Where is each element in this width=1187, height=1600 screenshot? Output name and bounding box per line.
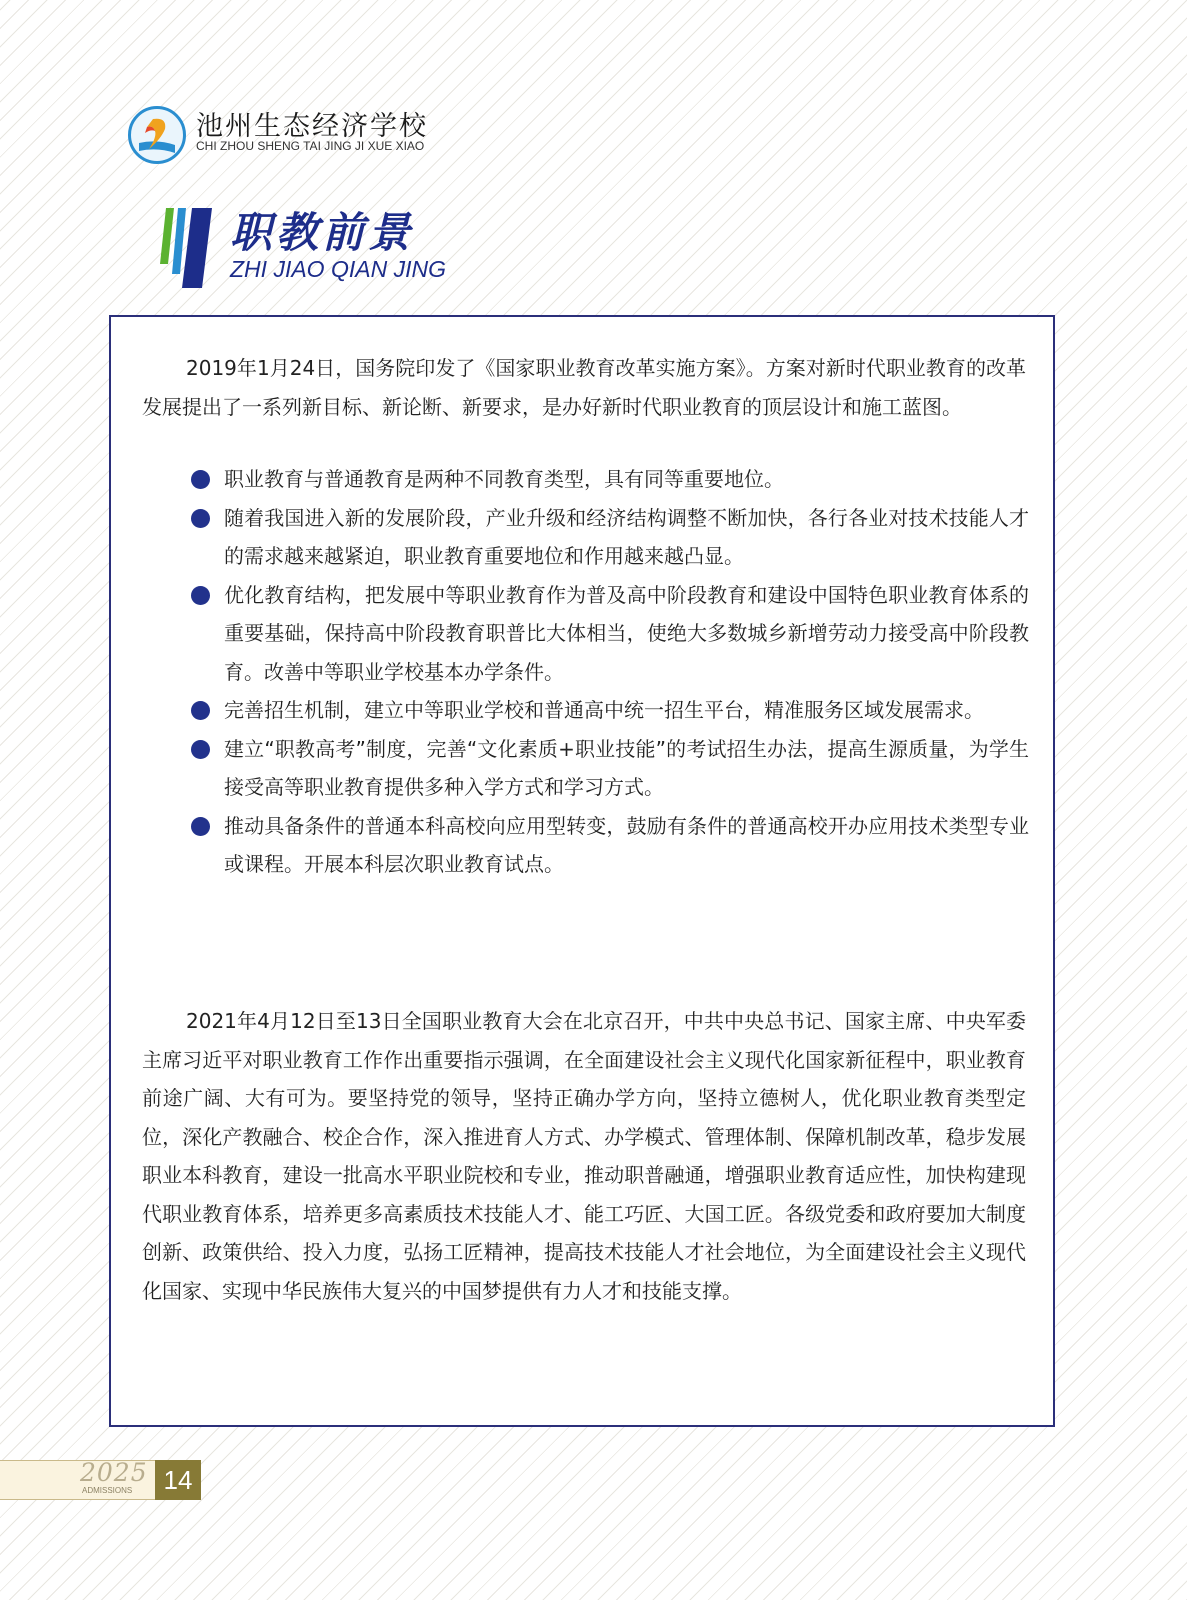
school-name-en: CHI ZHOU SHENG TAI JING JI XUE XIAO xyxy=(196,139,425,153)
bullet-item xyxy=(189,499,1029,576)
bullet-dot-icon xyxy=(191,817,210,836)
bullet-item xyxy=(189,691,1029,730)
school-emblem-icon xyxy=(128,106,186,164)
bullet-item xyxy=(189,730,1029,807)
school-logo xyxy=(128,102,428,162)
school-name-cn: 池州生态经济学校 xyxy=(196,111,428,142)
bullet-text: 建立“职教高考”制度，完善“文化素质+职业技能”的考试招生办法，提高生源质量，为学生接受高等职业教育提供多种入学方式和学习方式。 xyxy=(224,736,1029,799)
bullet-dot-icon xyxy=(191,586,210,605)
bullet-text: 随着我国进入新的发展阶段，产业升级和经济结构调整不断加快，各行各业对技术技能人才的需求越来越紧迫，职业教育重要地位和作用越来越凸显。 xyxy=(224,505,1029,568)
bullet-item xyxy=(189,576,1029,692)
bullet-item xyxy=(189,807,1029,884)
bullet-dot-icon xyxy=(191,740,210,759)
page-number: 14 xyxy=(155,1460,201,1500)
bullet-dot-icon xyxy=(191,701,210,720)
footer-year: 2025 xyxy=(80,1458,148,1487)
section-title-cn: 职教前景 xyxy=(230,208,415,257)
section-header xyxy=(160,198,520,298)
bullet-text: 优化教育结构，把发展中等职业教育作为普及高中阶段教育和建设中国特色职业教育体系的重要基础，保持高中阶段教育职普比大体相当，使绝大多数城乡新增劳动力接受高中阶段教育。改善中等职业学校基本办学条件。 xyxy=(224,582,1029,684)
bullet-item xyxy=(189,460,1029,499)
bullet-text: 职业教育与普通教育是两种不同教育类型，具有同等重要地位。 xyxy=(224,467,784,491)
section-title-en: ZHI JIAO QIAN JING xyxy=(230,256,446,282)
bullet-list xyxy=(189,460,1029,884)
bullet-text: 推动具备条件的普通本科高校向应用型转变，鼓励有条件的普通高校开办应用技术类型专业或课程。开展本科层次职业教育试点。 xyxy=(224,813,1029,876)
footer-label: ADMISSIONS xyxy=(82,1486,133,1495)
intro-paragraph: 2019年1月24日，国务院印发了《国家职业教育改革实施方案》。方案对新时代职业教育的改革发展提出了一系列新目标、新论断、新要求，是办好新时代职业教育的顶层设计和施工蓝图。 xyxy=(142,356,1026,419)
conference-paragraph: 2021年4月12日至13日全国职业教育大会在北京召开，中共中央总书记、国家主席、中央军委主席习近平对职业教育工作作出重要指示强调，在全面建设社会主义现代化国家新征程中，职业教育前途广阔、大有可为。要坚持党的领导，坚持正确办学方向，坚持立德树人，优化职业教育类型定位，深化产教融合、校企合作，深入推进育人方式、办学模式、管理体制、保障机制改革，稳步发展职业本科教育，建设一批高水平职业院校和专业，推动职普融通，增强职业教育适应性，加快构建现代职业教育体系，培养更多高素质技术技能人才、能工巧匠、大国工匠。各级党委和政府要加大制度创新、政策供给、投入力度，弘扬工匠精神，提高技术技能人才社会地位，为全面建设社会主义现代化国家、实现中华民族伟大复兴的中国梦提供有力人才和技能支撑。 xyxy=(142,1009,1026,1303)
content-box xyxy=(109,315,1055,1427)
bullet-text: 完善招生机制，建立中等职业学校和普通高中统一招生平台，精准服务区域发展需求。 xyxy=(224,698,984,722)
bullet-dot-icon xyxy=(191,470,210,489)
section-bars-icon xyxy=(160,206,220,288)
bullet-dot-icon xyxy=(191,509,210,528)
